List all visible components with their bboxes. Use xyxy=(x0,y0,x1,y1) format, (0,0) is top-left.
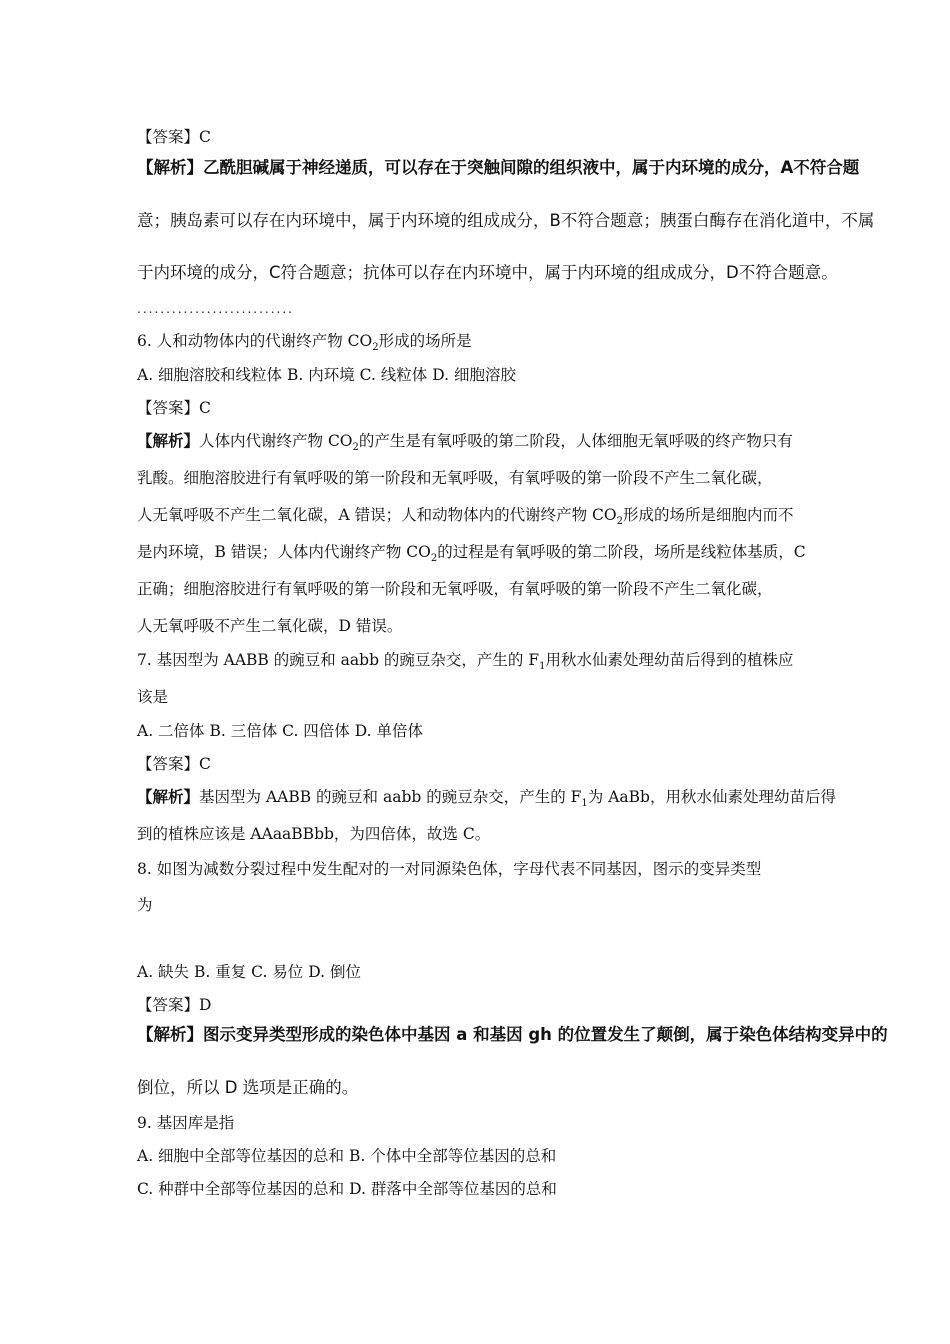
q6-answer: 【答案】C xyxy=(137,399,211,417)
q8-stem-line-1: 8. 如图为减数分裂过程中发生配对的一对同源染色体，字母代表不同基因，图示的变异类型 xyxy=(137,860,762,878)
q6-analysis-line-1: 【解析】人体内代谢终产物 $CO_2$的产生是有氧呼吸的第二阶段，人体细胞无氧呼吸的终产物只有 xyxy=(137,431,793,454)
q7-stem-line-1: 7. 基因型为 AABB 的豌豆和 aabb 的豌豆杂交，产生的 $F_1$用秋水仙素处理幼苗后得到的植株应 xyxy=(137,651,794,673)
q7-options: A. 二倍体 B. 三倍体 C. 四倍体 D. 单倍体 xyxy=(137,722,423,740)
q9-options-line-2: C. 种群中全部等位基因的总和 D. 群落中全部等位基因的总和 xyxy=(137,1180,557,1198)
q7-analysis-line-1: 【解析】基因型为 AABB 的豌豆和 aabb 的豌豆杂交，产生的 $F_1$为 AaBb，用秋水仙素处理幼苗后得 xyxy=(137,787,836,810)
q9-stem: 9. 基因库是指 xyxy=(137,1114,235,1132)
q8-stem-line-2: 为 xyxy=(137,896,153,914)
q5-answer: 【答案】C xyxy=(137,128,211,146)
q5-analysis-label: 【解析】 xyxy=(137,158,203,177)
q7-analysis-line-2: 到的植株应该是 AAaaBBbb，为四倍体，故选 C。 xyxy=(137,825,491,843)
q6-analysis-line-2: 乳酸。细胞溶胶进行有氧呼吸的第一阶段和无氧呼吸，有氧呼吸的第一阶段不产生二氧化碳， xyxy=(137,469,773,487)
q5-analysis-line-1: 【解析】乙酰胆碱属于神经递质，可以存在于突触间隙的组织液中，属于内环境的成分，A不符合题 xyxy=(137,158,860,177)
q5-analysis-line-3: 于内环境的成分，C符合题意；抗体可以存在内环境中，属于内环境的组成成分，D不符合题意。 xyxy=(137,263,838,282)
q7-answer: 【答案】C xyxy=(137,755,211,773)
q6-stem: 6. 人和动物体内的代谢终产物 $CO_2$形成的场所是 xyxy=(137,332,472,354)
q6-options: A. 细胞溶胶和线粒体 B. 内环境 C. 线粒体 D. 细胞溶胶 xyxy=(137,366,516,384)
q6-analysis-line-5: 正确；细胞溶胶进行有氧呼吸的第一阶段和无氧呼吸，有氧呼吸的第一阶段不产生二氧化碳， xyxy=(137,580,773,598)
q8-analysis-label: 【解析】 xyxy=(137,1025,203,1044)
q8-answer: 【答案】D xyxy=(137,996,212,1014)
q6-analysis-line-4: 是内环境，B 错误；人体内代谢终产物 $CO_2$的过程是有氧呼吸的第二阶段，场所是线粒体基质，C xyxy=(137,543,806,565)
q7-stem-line-2: 该是 xyxy=(137,688,169,706)
q8-options: A. 缺失 B. 重复 C. 易位 D. 倒位 xyxy=(137,963,361,981)
q7-analysis-label: 【解析】 xyxy=(137,787,200,806)
q6-analysis-label: 【解析】 xyxy=(137,431,200,450)
q6-analysis-line-3: 人无氧呼吸不产生二氧化碳，A 错误；人和动物体内的代谢终产物 $CO_2$形成的场所是细胞内而不 xyxy=(137,506,794,528)
q8-analysis-line-1: 【解析】图示变异类型形成的染色体中基因 a 和基因 gh 的位置发生了颠倒，属于染色体结构变异中的 xyxy=(137,1025,888,1044)
q8-analysis-line-2: 倒位，所以 D 选项是正确的。 xyxy=(137,1078,359,1097)
q6-analysis-line-6: 人无氧呼吸不产生二氧化碳，D 错误。 xyxy=(137,617,403,635)
q5-analysis-line-2: 意；胰岛素可以存在内环境中，属于内环境的组成成分，B不符合题意；胰蛋白酶存在消化道中，不属 xyxy=(137,211,875,230)
q9-options-line-1: A. 细胞中全部等位基因的总和 B. 个体中全部等位基因的总和 xyxy=(137,1147,557,1165)
separator-dots: ........................... xyxy=(137,302,294,316)
